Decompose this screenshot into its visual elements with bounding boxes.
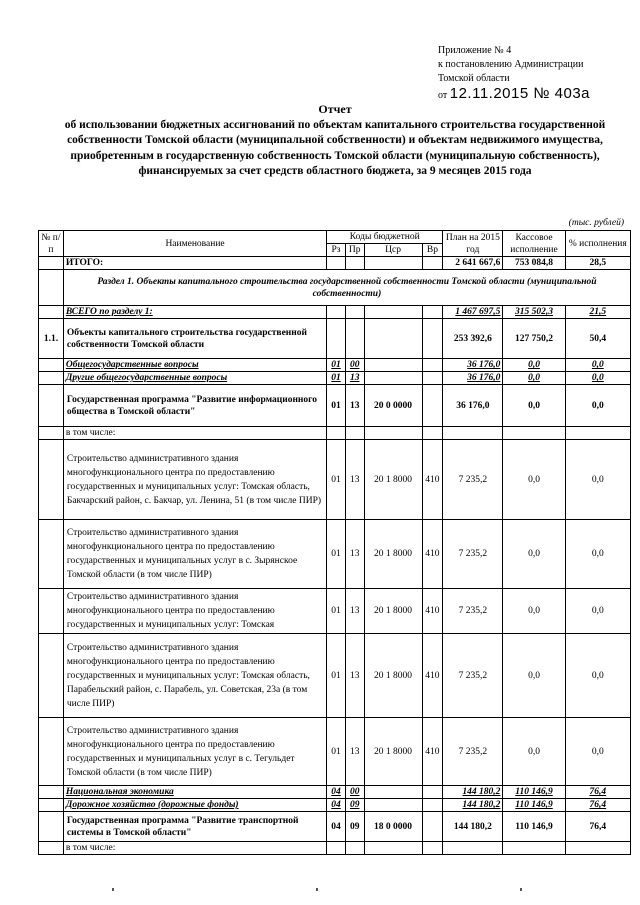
- row-csr: 20 1 8000: [364, 589, 422, 634]
- row-pr: 13: [345, 589, 364, 634]
- row-plan: 144 180,2: [443, 812, 503, 842]
- row-cash: 0,0: [503, 440, 565, 520]
- date-prefix: от: [438, 90, 448, 101]
- row-csr: [364, 786, 422, 799]
- table-row: [39, 842, 631, 855]
- section-title: Раздел 1. Объекты капитального строительства государственной собственности Томской области (муниципальной собственности): [63, 270, 630, 306]
- table-row: [39, 427, 631, 440]
- row-rz: 01: [327, 589, 346, 634]
- row-plan: 144 180,2: [443, 786, 503, 799]
- appendix-block: [438, 44, 590, 103]
- row-pr: 09: [345, 812, 364, 842]
- row-pct: 0,0: [565, 718, 630, 786]
- row-vr: 410: [422, 589, 443, 634]
- units-label: (тыс. рублей): [568, 218, 624, 228]
- row-pct: 0,0: [565, 359, 630, 372]
- row-csr: [364, 372, 422, 385]
- row-pr: 13: [345, 634, 364, 718]
- appendix-line-2: к постановлению Администрации: [438, 59, 584, 70]
- row-pr: 13: [345, 718, 364, 786]
- row-pct: 76,4: [565, 812, 630, 842]
- report-table: [38, 230, 631, 855]
- row-name: Общегосударственные вопросы: [63, 359, 326, 372]
- scan-mark: [520, 888, 522, 891]
- table-row: [39, 786, 631, 799]
- header-pct: % исполнения: [565, 231, 630, 257]
- row-vr: 410: [422, 520, 443, 589]
- row-csr: [364, 359, 422, 372]
- row-csr: 20 1 8000: [364, 440, 422, 520]
- section-total-plan: 1 467 697,5: [443, 306, 503, 319]
- row-name: Дорожное хозяйство (дорожные фонды): [63, 799, 326, 812]
- table-row: [39, 799, 631, 812]
- row-csr: [364, 799, 422, 812]
- row-plan: 7 235,2: [443, 718, 503, 786]
- row-csr: 18 0 0000: [364, 812, 422, 842]
- header-no: № п/п: [39, 231, 64, 257]
- row-pr: 09: [345, 799, 364, 812]
- row-pct: 0,0: [565, 589, 630, 634]
- table-row: [39, 718, 631, 786]
- total-row: [39, 257, 631, 270]
- header-codes: Коды бюджетной: [327, 231, 443, 244]
- row-name: Строительство административного здания многофункционального центра по предоставлению государственных и муниципальных услуг: Томская область, Парабельский район, с. Парабель, ул. Советская, 23а (в том числе ПИР): [63, 634, 326, 718]
- row-vr: [422, 812, 443, 842]
- scan-mark: [112, 888, 114, 891]
- row-plan: 7 235,2: [443, 589, 503, 634]
- row-pr: 00: [345, 786, 364, 799]
- row-vr: [422, 372, 443, 385]
- row-name: Государственная программа "Развитие транспортной системы в Томской области": [63, 812, 326, 842]
- row-pct: 0,0: [565, 372, 630, 385]
- row-plan: 7 235,2: [443, 440, 503, 520]
- header-pr: Пр: [345, 244, 364, 257]
- row-vr: [422, 799, 443, 812]
- header-rz: Рз: [327, 244, 346, 257]
- table-row: [39, 359, 631, 372]
- group-cash: 127 750,2: [503, 319, 565, 359]
- scan-marks: [0, 888, 640, 898]
- row-name: Строительство административного здания многофункционального центра по предоставлению государственных и муниципальных услуг: Томская область, Бакчарский район, с. Бакчар, ул. Ленина, 51 (в том числе ПИР): [63, 440, 326, 520]
- row-vr: 410: [422, 440, 443, 520]
- header-name: Наименование: [63, 231, 326, 257]
- header-cash: Кассовое исполнение: [503, 231, 565, 257]
- row-vr: [422, 786, 443, 799]
- row-pr: 13: [345, 440, 364, 520]
- row-pct: 76,4: [565, 786, 630, 799]
- total-pct: 28,5: [565, 257, 630, 270]
- row-plan: 36 176,0: [443, 359, 503, 372]
- total-label: ИТОГО:: [63, 257, 326, 270]
- row-plan: 36 176,0: [443, 385, 503, 427]
- row-cash: 0,0: [503, 520, 565, 589]
- row-rz: 04: [327, 786, 346, 799]
- row-csr: 20 1 8000: [364, 718, 422, 786]
- group-plan: 253 392,6: [443, 319, 503, 359]
- section-total-cash: 315 502,3: [503, 306, 565, 319]
- row-plan: 144 180,2: [443, 799, 503, 812]
- row-rz: 01: [327, 359, 346, 372]
- report-title: [40, 102, 630, 180]
- table-row: [39, 634, 631, 718]
- row-pr: 00: [345, 359, 364, 372]
- row-vr: 410: [422, 634, 443, 718]
- table-row: [39, 440, 631, 520]
- group-no: 1.1.: [39, 319, 64, 359]
- row-name: Государственная программа "Развитие информационного общества в Томской области": [63, 385, 326, 427]
- row-cash: 0,0: [503, 359, 565, 372]
- row-rz: 01: [327, 372, 346, 385]
- row-name: Другие общегосударственные вопросы: [63, 372, 326, 385]
- report-title-body: об использовании бюджетных ассигнований по объектам капитального строительства государственной собственности Томской области (муниципальной собственности) и объектам недвижимого имущества, приобретенным в государственную собственность Томской области (муниципальную собственность), финансируемых за счет средств областного бюджета, за 9 месяцев 2015 года: [64, 118, 606, 177]
- section-total-pct: 21,5: [565, 306, 630, 319]
- section-total-row: [39, 306, 631, 319]
- row-pct: 0,0: [565, 385, 630, 427]
- table-row: [39, 385, 631, 427]
- appendix-line-3: Томской области: [438, 73, 510, 84]
- row-cash: 0,0: [503, 634, 565, 718]
- row-cash: 0,0: [503, 385, 565, 427]
- row-pct: 0,0: [565, 520, 630, 589]
- row-name: Строительство административного здания многофункционального центра по предоставлению государственных и муниципальных услуг в с. Тегульдет Томской области (в том числе ПИР): [63, 718, 326, 786]
- row-name: Национальная экономика: [63, 786, 326, 799]
- row-csr: 20 1 8000: [364, 634, 422, 718]
- row-pct: 76,4: [565, 799, 630, 812]
- appendix-line-1: Приложение № 4: [438, 45, 512, 56]
- appendix-date: [438, 87, 590, 103]
- table-row: [39, 589, 631, 634]
- table-row: [39, 372, 631, 385]
- row-plan: 7 235,2: [443, 634, 503, 718]
- total-cash: 753 084,8: [503, 257, 565, 270]
- section-total-label: ВСЕГО по разделу 1:: [63, 306, 326, 319]
- group-row: [39, 319, 631, 359]
- row-name: в том числе:: [63, 842, 326, 855]
- table-row: [39, 520, 631, 589]
- row-rz: 04: [327, 812, 346, 842]
- group-name: Объекты капитального строительства государственной собственности Томской области: [63, 319, 326, 359]
- header-csr: Цср: [364, 244, 422, 257]
- row-cash: 110 146,9: [503, 786, 565, 799]
- row-pr: 13: [345, 385, 364, 427]
- section-row: [39, 270, 631, 306]
- row-pr: 13: [345, 520, 364, 589]
- row-rz: 01: [327, 440, 346, 520]
- row-csr: 20 0 0000: [364, 385, 422, 427]
- row-cash: 110 146,9: [503, 799, 565, 812]
- header-vr: Вр: [422, 244, 443, 257]
- row-cash: 0,0: [503, 589, 565, 634]
- row-vr: [422, 359, 443, 372]
- scan-mark: [316, 888, 318, 891]
- date-stamp: 12.11.2015 № 403а: [449, 85, 591, 102]
- row-vr: [422, 385, 443, 427]
- row-pct: 0,0: [565, 634, 630, 718]
- row-cash: 110 146,9: [503, 812, 565, 842]
- group-pct: 50,4: [565, 319, 630, 359]
- report-title-head: Отчет: [318, 102, 352, 116]
- row-name: в том числе:: [63, 427, 326, 440]
- row-rz: 01: [327, 634, 346, 718]
- total-plan: 2 641 667,6: [443, 257, 503, 270]
- row-pct: 0,0: [565, 440, 630, 520]
- row-cash: 0,0: [503, 372, 565, 385]
- row-pr: 13: [345, 372, 364, 385]
- table-row: [39, 812, 631, 842]
- row-rz: 01: [327, 520, 346, 589]
- row-plan: 7 235,2: [443, 520, 503, 589]
- header-plan: План на 2015 год: [443, 231, 503, 257]
- row-name: Строительство административного здания многофункционального центра по предоставлению государственных и муниципальных услуг в с. Зырянское Томской области (в том числе ПИР): [63, 520, 326, 589]
- row-rz: 01: [327, 385, 346, 427]
- row-rz: 01: [327, 718, 346, 786]
- row-csr: 20 1 8000: [364, 520, 422, 589]
- row-plan: 36 176,0: [443, 372, 503, 385]
- row-name: Строительство административного здания многофункционального центра по предоставлению государственных и муниципальных услуг: Томская: [63, 589, 326, 634]
- row-cash: 0,0: [503, 718, 565, 786]
- row-rz: 04: [327, 799, 346, 812]
- row-vr: 410: [422, 718, 443, 786]
